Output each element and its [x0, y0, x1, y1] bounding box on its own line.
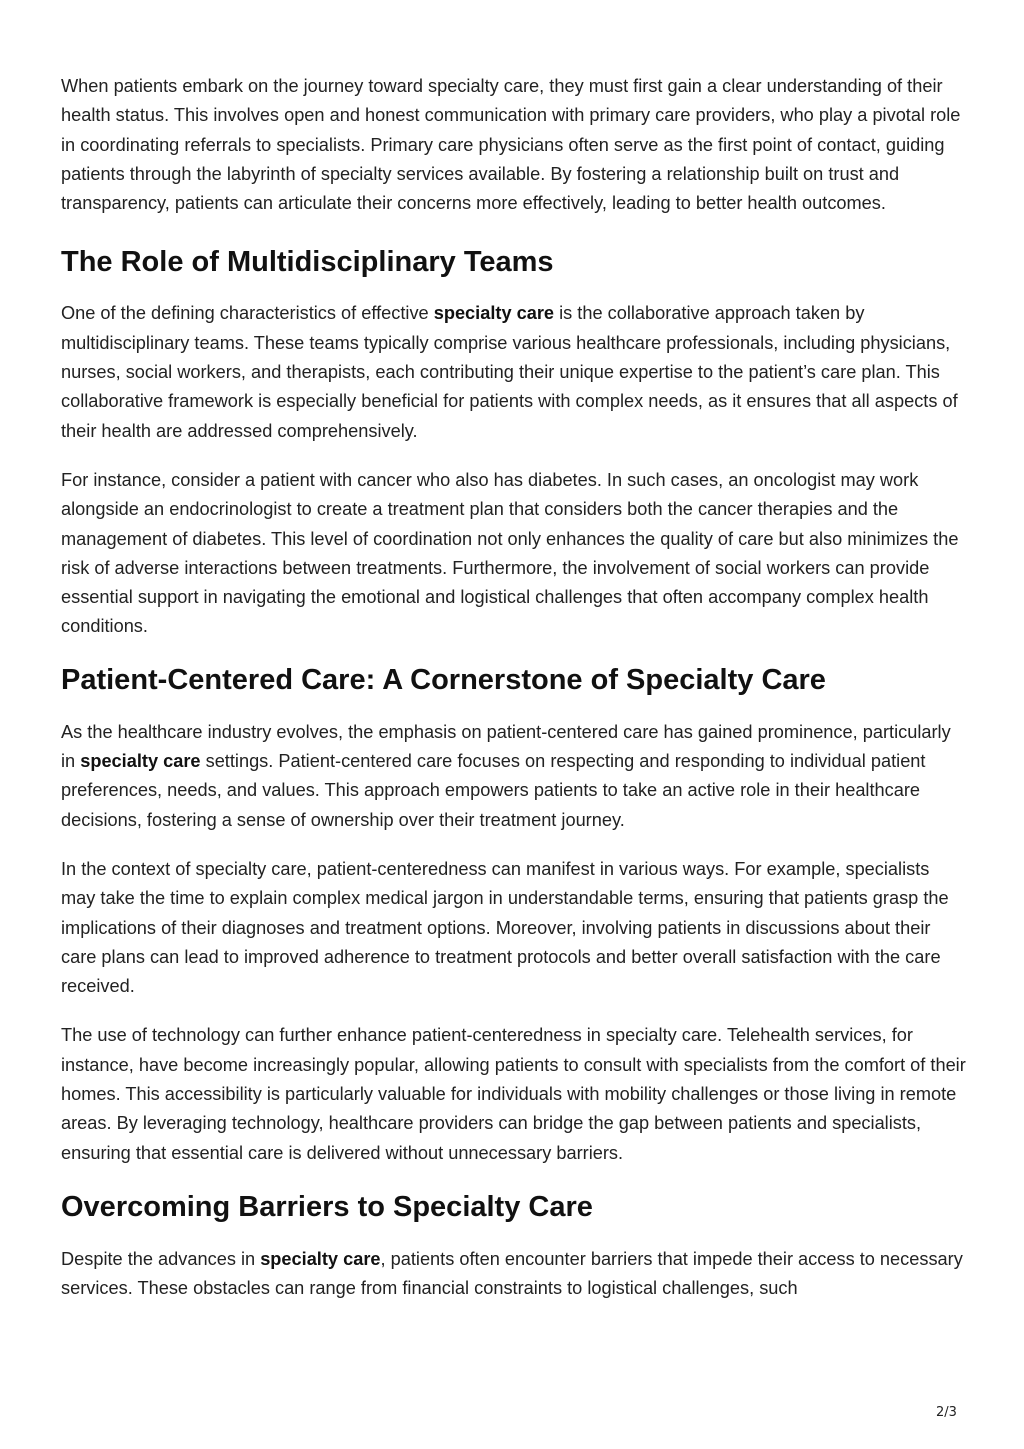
- page-number: 2/3: [936, 1405, 957, 1420]
- heading-patient-centered-care: Patient-Centered Care: A Cornerstone of Specialty Care: [61, 663, 826, 696]
- bold-keyword: specialty care: [433, 303, 555, 324]
- heading-multidisciplinary-teams: The Role of Multidisciplinary Teams: [61, 246, 554, 279]
- bold-keyword: specialty care: [260, 1248, 381, 1269]
- text-run: is the collaborative approach taken by multidisciplinary teams. These teams typically comprise various healthcare professionals, including physicians, nurses, social workers, and therapists, each contributing their unique expertise to the patient’s care plan. This collaborative framework is especially beneficial for patients with complex needs, as it ensures that all aspects of their health are addressed comprehensively.: [61, 303, 958, 441]
- patient-centered-paragraph-2: In the context of specialty care, patient-centeredness can manifest in various ways. For example, specialists may take the time to explain complex medical jargon in understandable terms, ensuring that patients grasp the implications of their diagnoses and treatment options. Moreover, involving patients in discussions about their care plans can lead to improved adherence to treatment protocols and better overall satisfaction with the care received.: [61, 858, 949, 997]
- patient-centered-paragraph-1: [61, 718, 966, 835]
- heading-overcoming-barriers: Overcoming Barriers to Specialty Care: [61, 1190, 593, 1223]
- barriers-paragraph-1: [61, 1245, 966, 1304]
- text-run: As the healthcare industry evolves, the emphasis on patient-centered care has gained prominence, particularly in: [61, 721, 951, 772]
- text-run: Despite the advances in: [61, 1248, 261, 1269]
- document-body: [61, 72, 966, 1324]
- text-run: , patients often encounter barriers that impede their access to necessary services. These obstacles can range from financial constraints to logistical challenges, such: [61, 1248, 963, 1299]
- patient-centered-paragraph-3: The use of technology can further enhance patient-centeredness in specialty care. Telehealth services, for instance, have become increasingly popular, allowing patients to consult with specialists from the comfort of their homes. This accessibility is particularly valuable for individuals with mobility challenges or those living in remote areas. By leveraging technology, healthcare providers can bridge the gap between patients and specialists, ensuring that essential care is delivered without unnecessary barriers.: [61, 1025, 966, 1163]
- text-run: settings. Patient-centered care focuses on respecting and responding to individual patient preferences, needs, and values. This approach empowers patients to take an active role in their healthcare decisions, fostering a sense of ownership over their treatment journey.: [61, 751, 926, 830]
- intro-paragraph: When patients embark on the journey toward specialty care, they must first gain a clear understanding of their health status. This involves open and honest communication with primary care providers, who play a pivotal role in coordinating referrals to specialists. Primary care physicians often serve as the first point of contact, guiding patients through the labyrinth of specialty services available. By fostering a relationship built on trust and transparency, patients can articulate their concerns more effectively, leading to better health outcomes.: [61, 76, 961, 214]
- bold-keyword: specialty care: [80, 751, 201, 772]
- multidisciplinary-paragraph-2: For instance, consider a patient with cancer who also has diabetes. In such cases, an oncologist may work alongside an endocrinologist to create a treatment plan that considers both the cancer therapies and the management of diabetes. This level of coordination not only enhances the quality of care but also minimizes the risk of adverse interactions between treatments. Furthermore, the involvement of social workers can provide essential support in navigating the emotional and logistical challenges that often accompany complex health conditions.: [61, 469, 959, 637]
- text-run: One of the defining characteristics of effective: [61, 303, 434, 324]
- multidisciplinary-paragraph-1: [61, 299, 966, 445]
